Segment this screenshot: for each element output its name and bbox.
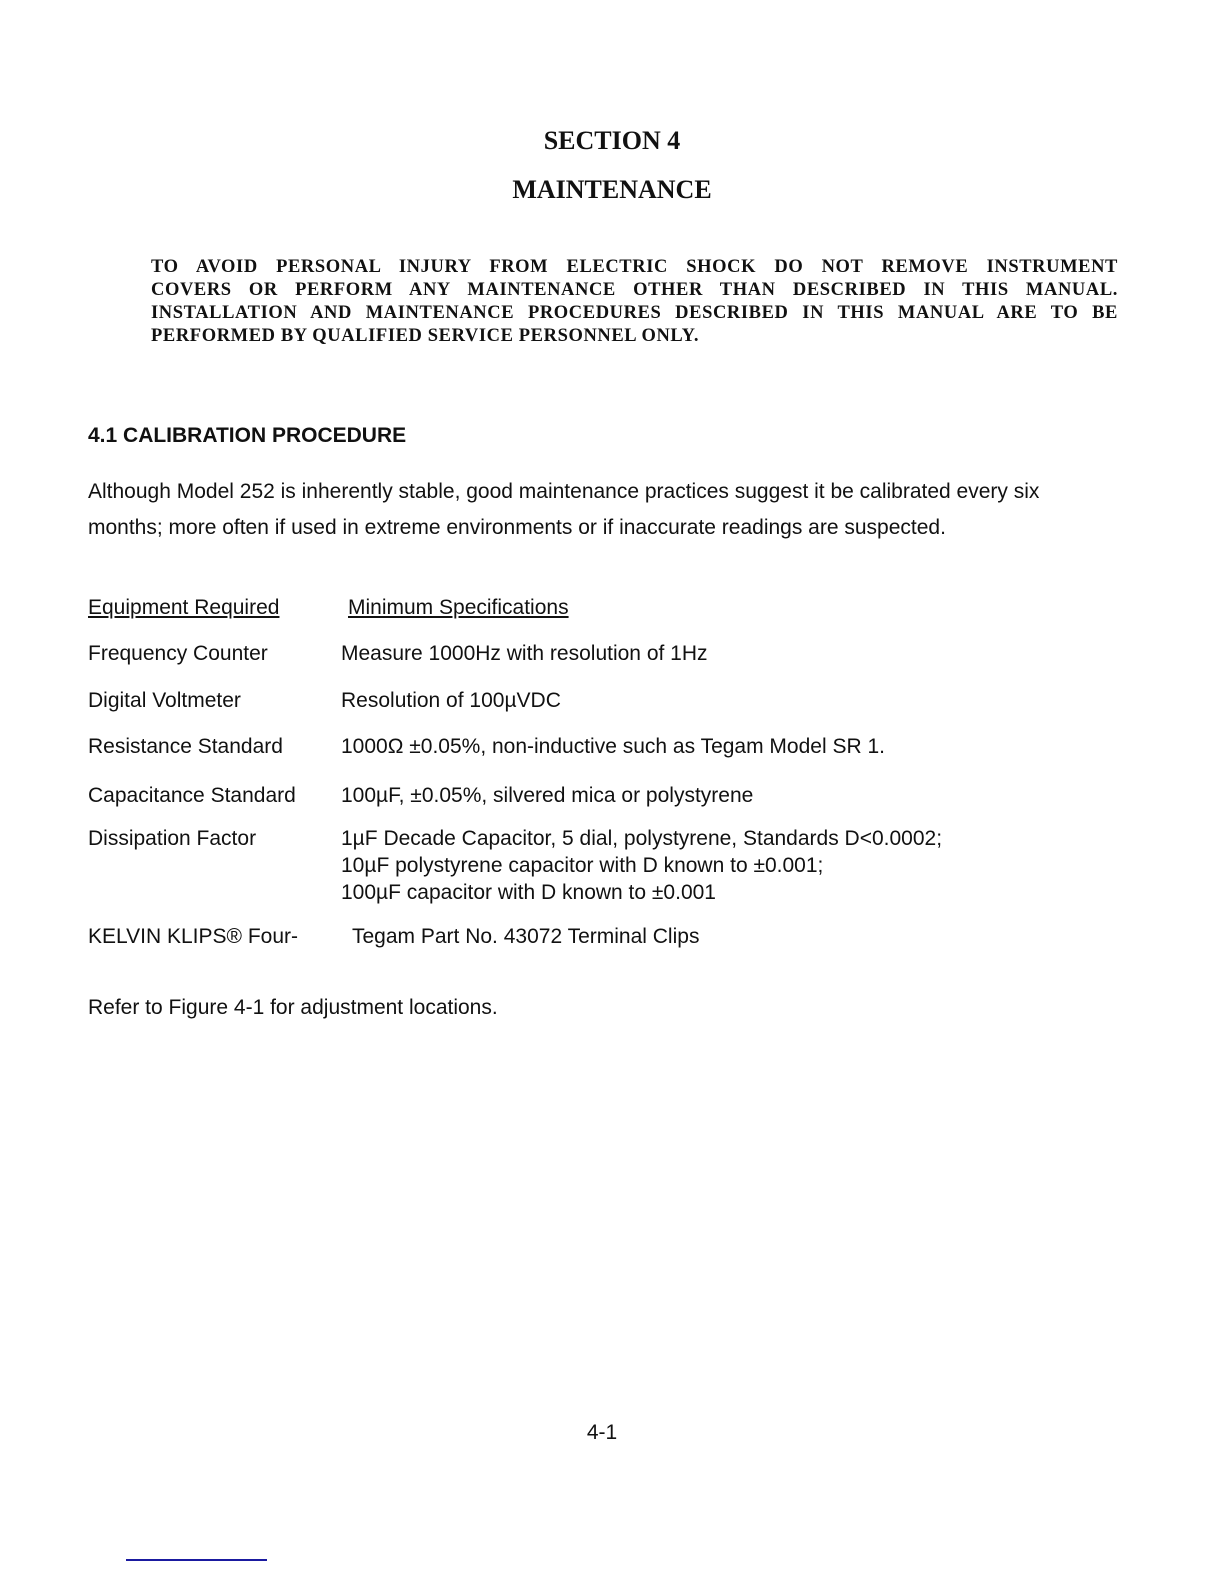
footer-rule: [126, 1559, 267, 1561]
equipment-cell: Capacitance Standard: [88, 784, 296, 807]
equipment-cell: Resistance Standard: [88, 735, 283, 758]
warning-line: COVERS OR PERFORM ANY MAINTENANCE OTHER THAN DESCRIBED IN THIS MANUAL.: [151, 280, 1118, 300]
column-header-spec: Minimum Specifications: [348, 596, 569, 619]
spec-cell: Resolution of 100µVDC: [341, 689, 561, 712]
spec-cell: Measure 1000Hz with resolution of 1Hz: [341, 642, 708, 665]
page-title: MAINTENANCE: [512, 175, 712, 204]
warning-line: INSTALLATION AND MAINTENANCE PROCEDURES DESCRIBED IN THIS MANUAL ARE TO BE: [151, 303, 1118, 323]
equipment-cell: Dissipation Factor: [88, 827, 257, 850]
intro-line: Although Model 252 is inherently stable, good maintenance practices suggest it be calibrated every six: [88, 480, 1040, 503]
subsection-heading: 4.1 CALIBRATION PROCEDURE: [88, 424, 407, 447]
figure-reference: Refer to Figure 4-1 for adjustment locations.: [88, 996, 498, 1019]
equipment-cell: Digital Voltmeter: [88, 689, 241, 712]
warning-line: TO AVOID PERSONAL INJURY FROM ELECTRIC SHOCK DO NOT REMOVE INSTRUMENT: [151, 257, 1118, 277]
spec-cell: 100µF, ±0.05%, silvered mica or polystyrene: [341, 784, 754, 807]
equipment-cell: Frequency Counter: [88, 642, 268, 665]
spec-cell: 10µF polystyrene capacitor with D known to ±0.001;: [341, 854, 824, 877]
warning-line: PERFORMED BY QUALIFIED SERVICE PERSONNEL ONLY.: [151, 326, 700, 346]
spec-cell: 1µF Decade Capacitor, 5 dial, polystyrene, Standards D<0.0002;: [341, 827, 943, 850]
spec-cell: 100µF capacitor with D known to ±0.001: [341, 881, 716, 904]
column-header-equipment: Equipment Required: [88, 596, 280, 619]
page-number: 4-1: [586, 1421, 618, 1444]
spec-cell: 1000Ω ±0.05%, non-inductive such as Tegam Model SR 1.: [341, 735, 885, 758]
intro-line: months; more often if used in extreme environments or if inaccurate readings are suspected.: [88, 516, 946, 539]
safety-warning: [151, 256, 1118, 348]
spec-cell: Tegam Part No. 43072 Terminal Clips: [352, 925, 700, 948]
equipment-cell: KELVIN KLIPS® Four-: [88, 925, 298, 948]
section-heading: SECTION 4: [543, 126, 681, 155]
